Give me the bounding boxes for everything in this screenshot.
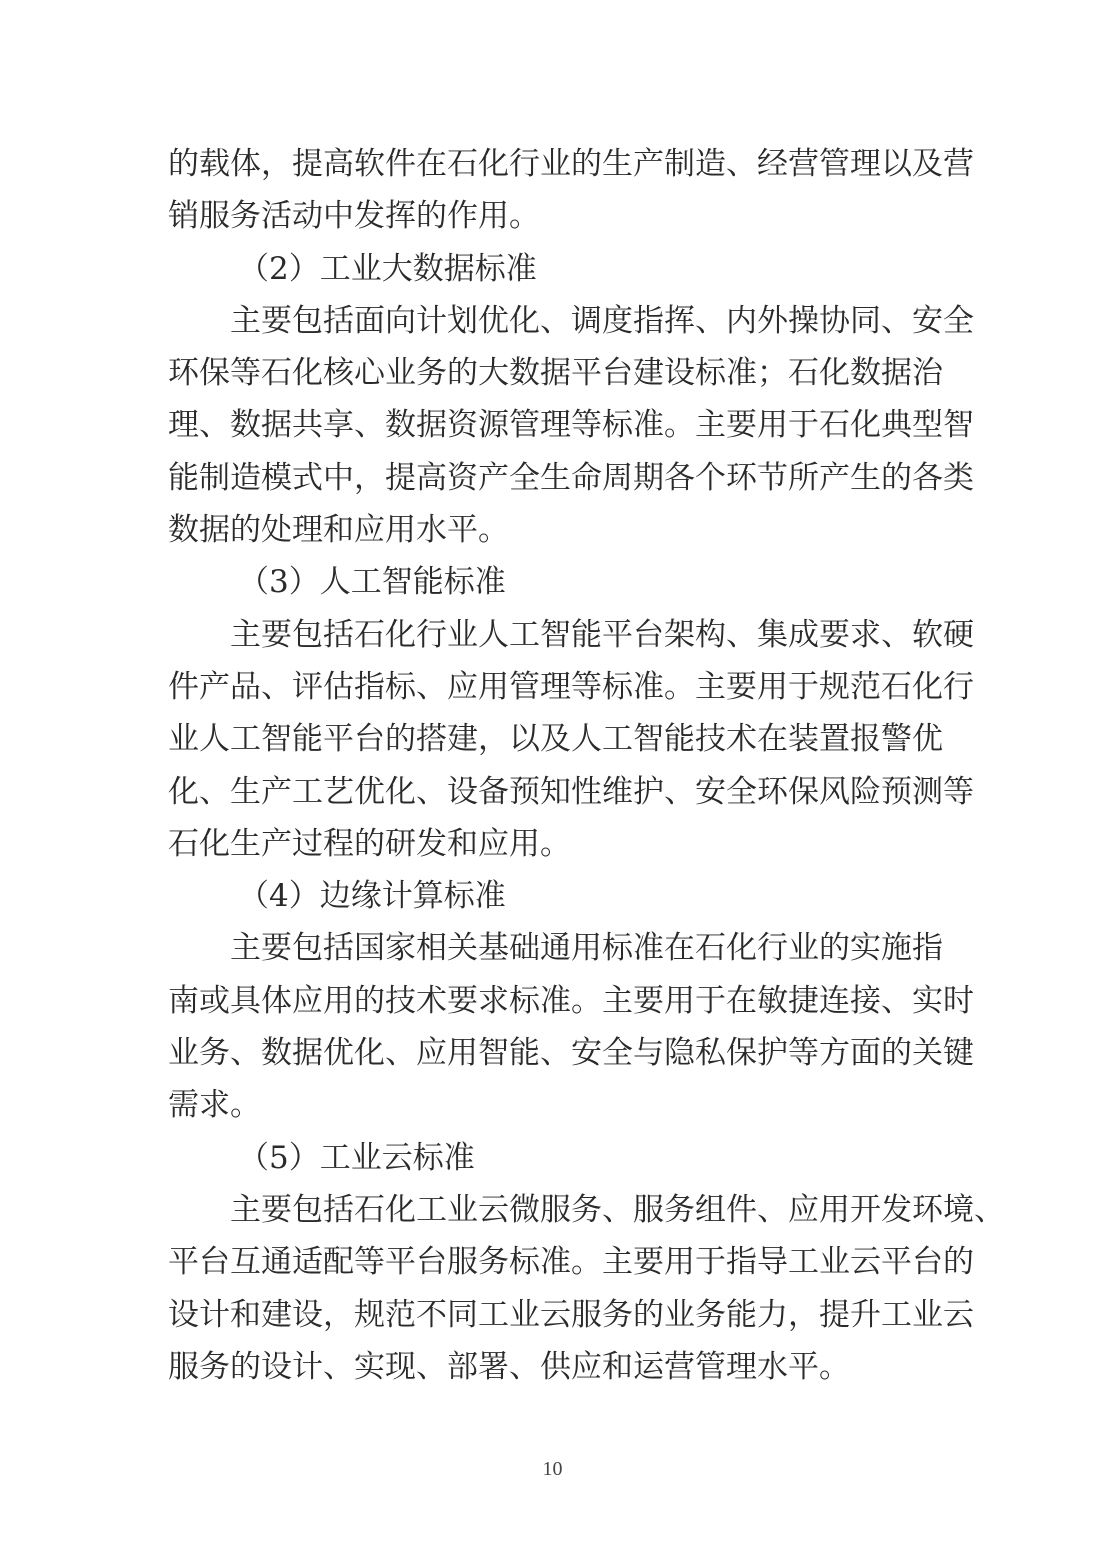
- section-heading: （2）工业大数据标准: [238, 250, 537, 287]
- paragraph-line: 业务、数据优化、应用智能、安全与隐私保护等方面的关键: [168, 1035, 974, 1072]
- paragraph-line: 数据的处理和应用水平。: [168, 512, 509, 549]
- paragraph-line: 环保等石化核心业务的大数据平台建设标准；石化数据治: [168, 355, 943, 392]
- section-heading: （4）边缘计算标准: [238, 878, 506, 915]
- paragraph-line: 需求。: [168, 1087, 261, 1124]
- paragraph-line: 南或具体应用的技术要求标准。主要用于在敏捷连接、实时: [168, 982, 974, 1019]
- paragraph-line: 主要包括面向计划优化、调度指挥、内外操协同、安全: [230, 302, 974, 339]
- paragraph-line: 平台互通适配等平台服务标准。主要用于指导工业云平台的: [168, 1244, 974, 1281]
- section-heading: （3）人工智能标准: [238, 564, 506, 601]
- paragraph-line: 的载体，提高软件在石化行业的生产制造、经营管理以及营: [168, 146, 974, 182]
- section-heading: （5）工业云标准: [238, 1139, 475, 1176]
- paragraph-line: 理、数据共享、数据资源管理等标准。主要用于石化典型智: [168, 407, 974, 444]
- document-body: [168, 138, 1005, 1393]
- paragraph-line: 件产品、评估指标、应用管理等标准。主要用于规范石化行: [168, 668, 974, 705]
- paragraph-line: 主要包括国家相关基础通用标准在石化行业的实施指: [230, 930, 943, 967]
- paragraph-line: 业人工智能平台的搭建，以及人工智能技术在装置报警优: [168, 721, 943, 758]
- paragraph-line: 销服务活动中发挥的作用。: [168, 198, 540, 235]
- paragraph-line: 设计和建设，规范不同工业云服务的业务能力，提升工业云: [168, 1296, 974, 1333]
- paragraph-line: 主要包括石化工业云微服务、服务组件、应用开发环境、: [230, 1191, 1005, 1228]
- page-number: 10: [542, 1458, 563, 1480]
- paragraph-line: 化、生产工艺优化、设备预知性维护、安全环保风险预测等: [168, 773, 974, 810]
- paragraph-line: 主要包括石化行业人工智能平台架构、集成要求、软硬: [230, 616, 974, 653]
- paragraph-line: 石化生产过程的研发和应用。: [168, 825, 571, 862]
- paragraph-line: 能制造模式中，提高资产全生命周期各个环节所产生的各类: [168, 459, 974, 496]
- paragraph-line: 服务的设计、实现、部署、供应和运营管理水平。: [168, 1348, 850, 1385]
